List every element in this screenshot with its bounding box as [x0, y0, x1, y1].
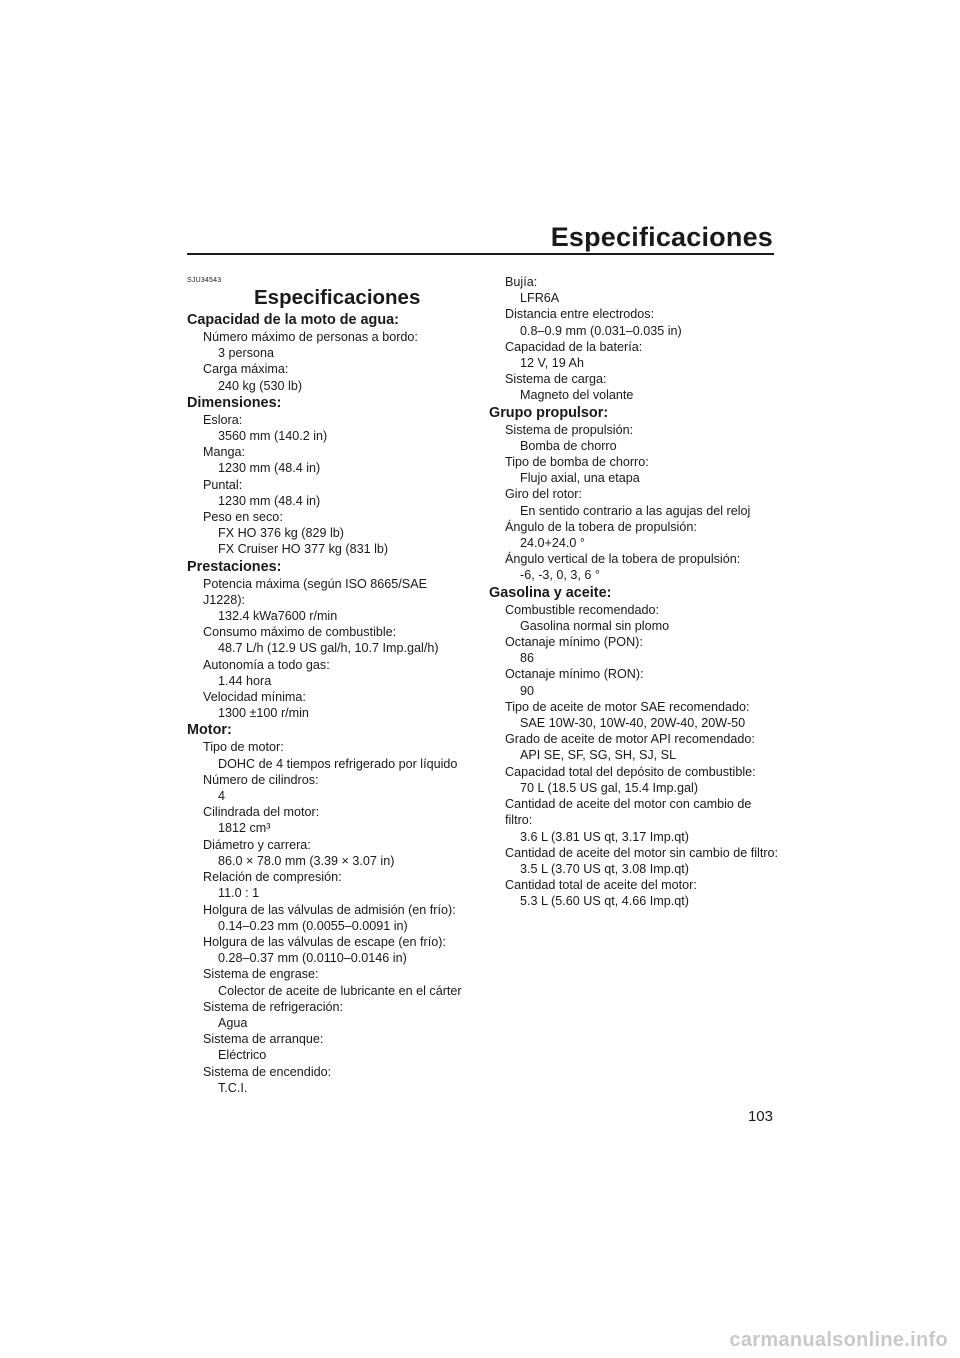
spec-label: Sistema de encendido:	[203, 1064, 332, 1079]
spec-value	[187, 885, 472, 901]
spec-value	[489, 618, 779, 634]
spec-label: Sistema de arranque:	[203, 1032, 324, 1047]
spec-value-line: 3.5 L (3.70 US qt, 3.08 Imp.qt)	[520, 861, 689, 876]
spec-value-line: Magneto del volante	[520, 388, 634, 403]
spec-value	[489, 503, 779, 519]
spec-value	[187, 756, 472, 772]
spec-value	[489, 650, 779, 666]
spec-value-line: -6, -3, 0, 3, 6 °	[520, 568, 600, 583]
spec-value	[187, 608, 472, 624]
spec-value-line: FX Cruiser HO 377 kg (831 lb)	[218, 542, 389, 557]
left-column	[187, 276, 472, 1096]
spec-value	[187, 493, 472, 509]
spec-label: Cantidad de aceite del motor con cambio de filtro:	[505, 797, 752, 828]
spec-label: Sistema de propulsión:	[505, 422, 634, 437]
spec-label: Relación de compresión:	[203, 870, 342, 885]
spec-label: Octanaje mínimo (RON):	[505, 667, 644, 682]
spec-value	[489, 829, 779, 845]
spec-value-line: 24.0+24.0 °	[520, 536, 585, 551]
spec-label: Capacidad total del depósito de combustible:	[505, 764, 756, 779]
spec-value	[489, 535, 779, 551]
spec-label: Cantidad total de aceite del motor:	[505, 878, 697, 893]
header-divider	[187, 253, 774, 255]
page-header-title: Especificaciones	[550, 222, 773, 252]
spec-value-line: 1812 cm³	[218, 821, 271, 836]
spec-value	[489, 355, 779, 371]
spec-value	[489, 290, 779, 306]
left-sections	[187, 311, 472, 1096]
spec-value	[187, 918, 472, 934]
spec-section-capacidad-de-la-moto-de-agua	[187, 311, 472, 394]
spec-value-line: 1.44 hora	[218, 673, 272, 688]
spec-value	[489, 323, 779, 339]
spec-value	[489, 747, 779, 763]
spec-label: Diámetro y carrera:	[203, 837, 311, 852]
spec-label: Peso en seco:	[203, 510, 283, 525]
spec-value	[187, 983, 472, 999]
spec-value	[187, 788, 472, 804]
section-heading: Motor:	[187, 722, 232, 739]
spec-value	[187, 673, 472, 689]
spec-label: Manga:	[203, 445, 246, 460]
section-title: Especificaciones	[254, 286, 421, 309]
spec-value-line: 0.14–0.23 mm (0.0055–0.0091 in)	[218, 918, 408, 933]
spec-value	[187, 345, 472, 361]
spec-value-line: Agua	[218, 1015, 248, 1030]
spec-label: Octanaje mínimo (PON):	[505, 635, 643, 650]
spec-value-line: Flujo axial, una etapa	[520, 471, 640, 486]
spec-label: Autonomía a todo gas:	[203, 657, 330, 672]
spec-value-line: 86	[520, 651, 535, 666]
spec-value	[187, 1047, 472, 1063]
spec-value-line: Colector de aceite de lubricante en el cárter	[218, 983, 462, 998]
spec-value	[187, 820, 472, 836]
spec-value	[489, 683, 779, 699]
spec-label: Tipo de aceite de motor SAE recomendado:	[505, 699, 750, 714]
spec-value-line: 1300 ±100 r/min	[218, 706, 309, 721]
spec-value	[187, 460, 472, 476]
spec-value-line: T.C.I.	[218, 1080, 248, 1095]
spec-value-line: 3.6 L (3.81 US qt, 3.17 Imp.qt)	[520, 829, 689, 844]
spec-value	[187, 705, 472, 721]
spec-value	[489, 438, 779, 454]
spec-value-line: Gasolina normal sin plomo	[520, 618, 670, 633]
spec-section-dimensiones	[187, 394, 472, 558]
spec-value-line: 240 kg (530 lb)	[218, 378, 303, 393]
spec-value-line: FX HO 376 kg (829 lb)	[218, 526, 344, 541]
spec-value-line: 12 V, 19 Ah	[520, 356, 584, 371]
spec-value	[187, 1080, 472, 1096]
spec-value	[187, 525, 472, 557]
spec-value-line: 70 L (18.5 US gal, 15.4 Imp.gal)	[520, 780, 699, 795]
spec-value-line: 0.28–0.37 mm (0.0110–0.0146 in)	[218, 951, 407, 966]
spec-value	[489, 387, 779, 403]
spec-value	[187, 1015, 472, 1031]
spec-label: Cantidad de aceite del motor sin cambio de filtro:	[505, 845, 779, 860]
spec-value-line: 5.3 L (5.60 US qt, 4.66 Imp.qt)	[520, 894, 689, 909]
spec-label: Sistema de refrigeración:	[203, 999, 343, 1014]
section-heading: Dimensiones:	[187, 394, 282, 411]
spec-value	[489, 715, 779, 731]
section-heading: Gasolina y aceite:	[489, 584, 612, 601]
spec-value-line: En sentido contrario a las agujas del reloj	[520, 503, 751, 518]
spec-label: Distancia entre electrodos:	[505, 307, 655, 322]
spec-label: Combustible recomendado:	[505, 602, 660, 617]
spec-value-line: 4	[218, 789, 226, 804]
spec-value	[489, 893, 779, 909]
spec-value-line: 48.7 L/h (12.9 US gal/h, 10.7 Imp.gal/h)	[218, 641, 439, 656]
spec-label: Holgura de las válvulas de escape (en frío):	[203, 934, 446, 949]
spec-label: Sistema de engrase:	[203, 967, 319, 982]
spec-label: Número máximo de personas a bordo:	[203, 330, 418, 344]
spec-label: Cilindrada del motor:	[203, 805, 320, 820]
section-heading: Prestaciones:	[187, 558, 282, 575]
spec-section-motor	[187, 721, 472, 1095]
spec-label: Velocidad mínima:	[203, 690, 306, 705]
spec-value-line: API SE, SF, SG, SH, SJ, SL	[520, 748, 677, 763]
spec-value-line: 3 persona	[218, 346, 275, 361]
spec-value-line: 0.8–0.9 mm (0.031–0.035 in)	[520, 323, 682, 338]
spec-label: Carga máxima:	[203, 362, 289, 377]
spec-value-line: 11.0 : 1	[218, 886, 260, 901]
spec-section-prestaciones	[187, 558, 472, 722]
spec-label: Puntal:	[203, 477, 243, 492]
spec-value	[489, 567, 779, 583]
spec-value	[187, 378, 472, 394]
section-heading: Capacidad de la moto de agua:	[187, 312, 399, 328]
document-code: SJU34543	[187, 277, 222, 284]
spec-value-line: 3560 mm (140.2 in)	[218, 429, 328, 444]
spec-value-line: 1230 mm (48.4 in)	[218, 461, 321, 476]
spec-value	[187, 853, 472, 869]
spec-value	[187, 950, 472, 966]
spec-label: Bujía:	[505, 275, 538, 289]
spec-value-line: Bomba de chorro	[520, 438, 617, 453]
spec-label: Ángulo vertical de la tobera de propulsión:	[505, 552, 741, 567]
spec-value-line: 86.0 × 78.0 mm (3.39 × 3.07 in)	[218, 853, 395, 868]
right-sections	[489, 274, 779, 910]
spec-value	[489, 861, 779, 877]
spec-section-grupo-propulsor	[489, 404, 779, 584]
spec-label: Número de cilindros:	[203, 772, 319, 787]
spec-value-line: DOHC de 4 tiempos refrigerado por líquido	[218, 756, 458, 771]
watermark-text: carmanualsonline.info	[729, 1329, 948, 1351]
spec-value-line: 132.4 kWa7600 r/min	[218, 609, 338, 624]
spec-value	[489, 780, 779, 796]
section-heading: Grupo propulsor:	[489, 404, 609, 421]
spec-section-continued	[489, 274, 779, 404]
spec-value-line: SAE 10W-30, 10W-40, 20W-40, 20W-50	[520, 716, 746, 731]
spec-label: Sistema de carga:	[505, 372, 607, 387]
right-column	[489, 274, 779, 910]
spec-value	[187, 428, 472, 444]
spec-label: Grado de aceite de motor API recomendado:	[505, 732, 755, 747]
spec-value	[489, 470, 779, 486]
spec-value-line: 90	[520, 683, 535, 698]
spec-label: Holgura de las válvulas de admisión (en frío):	[203, 902, 456, 917]
spec-label: Capacidad de la batería:	[505, 339, 643, 354]
spec-value-line: Eléctrico	[218, 1048, 267, 1063]
spec-label: Potencia máxima (según ISO 8665/SAE J1228):	[203, 576, 428, 607]
spec-label: Consumo máximo de combustible:	[203, 625, 397, 640]
spec-value-line: 1230 mm (48.4 in)	[218, 493, 321, 508]
spec-label: Eslora:	[203, 412, 243, 427]
spec-label: Tipo de bomba de chorro:	[505, 455, 649, 470]
spec-label: Giro del rotor:	[505, 487, 582, 502]
spec-label: Ángulo de la tobera de propulsión:	[505, 519, 697, 534]
spec-value-line: LFR6A	[520, 291, 560, 306]
page-number: 103	[747, 1108, 773, 1125]
spec-value	[187, 640, 472, 656]
spec-section-gasolina-y-aceite	[489, 584, 779, 910]
spec-label: Tipo de motor:	[203, 740, 284, 755]
